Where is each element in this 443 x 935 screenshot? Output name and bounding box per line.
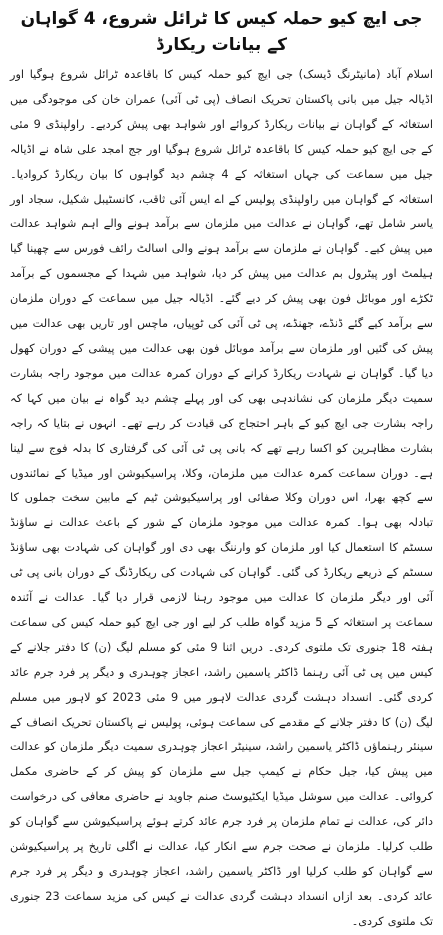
article-headline: جی ایچ کیو حملہ کیس کا ٹرائل شروع، 4 گواہان کے بیانات ریکارڈ [20,9,423,55]
article-body [10,63,433,935]
article-paragraph: اسلام آباد (مانیٹرنگ ڈیسک) جی ایچ کیو حملہ کیس کا باقاعدہ ٹرائل شروع ہوگیا اور اڈیالہ جیل میں بانی پاکستان تحریک انصاف (پی ٹی آئی) عمران خان کی موجودگی میں استغاثہ کے گواہان نے بیانات ریکارڈ کروائے اور شواہد بھی پیش کردیے۔ راولپنڈی 9 مئی کے جی ایچ کیو حملہ کیس کا باقاعدہ ٹرائل شروع ہوگیا اور جج امجد علی شاہ نے اڈیالہ جیل میں سماعت کی جہاں استغاثہ کے 4 چشم دید گواہوں کا بیان ریکارڈ کروادیا۔ استغاثہ کے گواہان میں راولپنڈی پولیس کے اے ایس آئی ثاقب، کانسٹیبل شکیل، سجاد اور یاسر شامل تھے، گواہان نے عدالت میں ملزمان سے برآمد ہونے والے اہم شواہد عدالت میں پیش کیے۔ گواہان نے ملزمان سے برآمد ہونے والی اسالٹ رائف فورس سے چھینا گیا ہیلمٹ اور پیٹرول بم عدالت میں پیش کر دیا، شواہد میں شہدا کے مجسموں کے برآمد ٹکڑے اور موبائل فون بھی پیش کر دیے گئے۔ اڈیالہ جیل میں سماعت کے دوران ملزمان سے برآمد کیے گئے ڈنڈے، جھنڈے، پی ٹی آئی کی ٹوپیاں، ماچس اور تاریں بھی عدالت میں پیش کی گئیں اور ملزمان سے برآمد موبائل فون بھی عدالت میں پیشی کے دوران کھول دیا گیا۔ گواہان نے شہادت ریکارڈ کرانے کے دوران کمرہ عدالت میں موجود راجہ بشارت سمیت دیگر ملزمان کی نشاندہی بھی کی اور پہلے چشم دید گواہ نے بیان میں کہا کہ راجہ بشارت جی ایچ کیو کے باہر احتجاج کی قیادت کر رہے تھے۔ انہوں نے بتایا کہ راجہ بشارت مظاہرین کو اکسا رہے تھے کہ بانی پی ٹی آئی کی گرفتاری کا بدلہ فوج سے لینا ہے۔ دوران سماعت کمرہ عدالت میں ملزمان، وکلا، پراسیکیوشن اور میڈیا کے نمائندوں سے کچھ بھرا، اس دوران وکلا صفائی اور پراسیکیوشن ٹیم کے مابین سخت جملوں کا تبادلہ بھی ہوا۔ کمرہ عدالت میں موجود ملزمان کے شور کے باعث عدالت نے ساؤنڈ سسٹم کا استعمال کیا اور ملزمان کو وارننگ بھی دی اور گواہان کی شہادت بھی ساؤنڈ سسٹم کے ذریعے ریکارڈ کی گئی۔ گواہان کی شہادت کی ریکارڈنگ کے دوران بانی پی ٹی آئی اور دیگر ملزمان کا عدالت میں موجود رہنا لازمی قرار دیا گیا۔ عدالت نے آئندہ سماعت پر استغاثہ کے 5 مزید گواہ طلب کر لیے اور جی ایچ کیو حملہ کیس کی سماعت ہفتہ 18 جنوری تک ملتوی کردی۔ دریں اثنا 9 مئی کو مسلم لیگ (ن) کا دفتر جلانے کے کیس میں پی ٹی آئی رہنما ڈاکٹر یاسمین راشد، اعجاز چوہدری و دیگر پر فرد جرم عائد کردی گئی۔ انسداد دہشت گردی عدالت لاہور میں 9 مئی 2023 کو لاہور میں مسلم لیگ (ن) کا دفتر جلانے کے مقدمے کی سماعت ہوئی، پولیس نے پاکستان تحریک انصاف کے سینئر رہنماؤں ڈاکٹر یاسمین راشد، سینیٹر اعجاز چوہدری سمیت دیگر ملزمان کو عدالت میں پیش کیا، جیل حکام نے کیمپ جیل سے ملزمان کو پیش کر کے حاضری مکمل کروائی۔ عدالت میں سوشل میڈیا ایکٹیوسٹ صنم جاوید نے حاضری معافی کی درخواست دائر کی، عدالت نے تمام ملزمان پر فرد جرم عائد کرتے ہوئے پراسیکیوشن سے گواہان کو طلب کرلیا۔ ملزمان نے صحت جرم سے انکار کیا، عدالت نے اگلی تاریخ پر پراسیکیوشن سے گواہان کو طلب کرلیا اور ڈاکٹر یاسمین راشد، اعجاز چوہدری و دیگر پر فرد جرم عائد کردی۔ بعد ازاں انسداد دہشت گردی عدالت نے کیس کی مزید سماعت 23 جنوری تک ملتوی کردی۔ [10,68,434,928]
